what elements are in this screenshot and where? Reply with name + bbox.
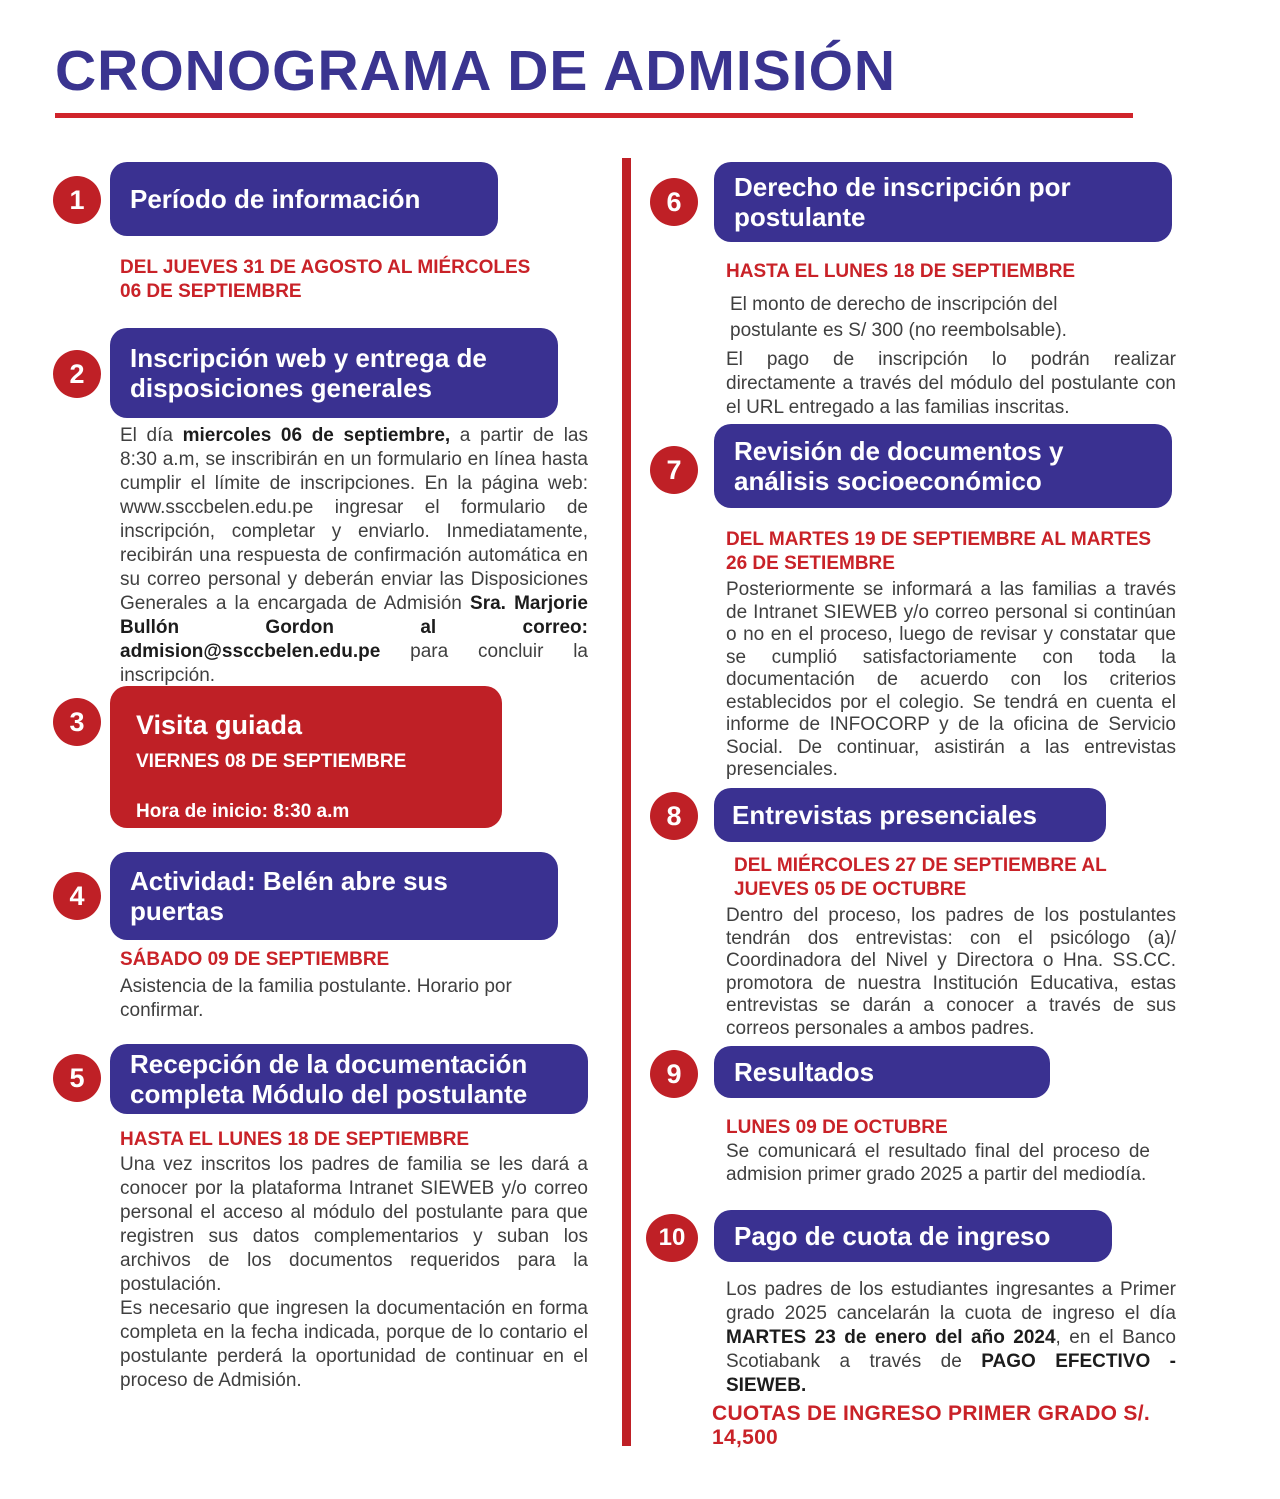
- step-3-title: Visita guiada: [136, 710, 303, 740]
- step-8-body: Dentro del proceso, los padres de los postulantes tendrán dos entrevistas: con el psicólogo (a)/ Coordinadora del Nivel y Directora o Hna. SS.CC. promotora de nuestra Institución Educativa, estas entrevistas se darán a conocer a través de sus correos personales a ambos padres.: [726, 905, 1176, 1039]
- step-7-body: Posteriormente se informará a las familias a través de Intranet SIEWEB y/o correo personal si continúan o no en el proceso, luego de revisar y constatar que se cumplió satisfactoriamente con toda la documentación de acuerdo con los criterios establecidos por el colegio. Se tendrá en cuenta el informe de INFOCORP y de la oficina de Servicio Social. De continuar, asistirán a las entrevistas presenciales.: [726, 579, 1176, 780]
- step-7-title-box: [714, 424, 1172, 508]
- step-3-card: [110, 686, 502, 828]
- step-9-date: LUNES 09 DE OCTUBRE: [726, 1117, 948, 1138]
- column-divider: [622, 158, 631, 1446]
- step-9-title-box: [714, 1046, 1050, 1098]
- step-3-badge: 3: [53, 698, 101, 746]
- step-6-body-1: El monto de derecho de inscripción del postulante es S/ 300 (no reembolsable).: [730, 294, 1067, 341]
- step-6-date: HASTA EL LUNES 18 DE SEPTIEMBRE: [726, 261, 1076, 282]
- page-title: CRONOGRAMA DE ADMISIÓN: [55, 39, 897, 103]
- step-5-body-1: Una vez inscritos los padres de familia se les dará a conocer por la plataforma Intranet SIEWEB y/o correo personal el acceso al módulo del postulante para que registren sus datos complementarios y suban los archivos de los documentos requeridos para la postulación.: [120, 1154, 588, 1295]
- step-8-badge: 8: [650, 792, 698, 840]
- step-1-title-box: [110, 162, 498, 236]
- step-7-badge: 7: [650, 446, 698, 494]
- step-2-title-box: [110, 328, 558, 418]
- step-4-body: Asistencia de la familia postulante. Horario por confirmar.: [120, 976, 512, 1021]
- step-8-title-box: [714, 788, 1106, 842]
- step-1-badge: 1: [53, 176, 101, 224]
- fee-note: CUOTAS DE INGRESO PRIMER GRADO S/. 14,500: [712, 1402, 1151, 1449]
- step-8-title: Entrevistas presenciales: [732, 800, 1037, 830]
- step-9-body: Se comunicará el resultado final del proceso de admision primer grado 2025 a partir del mediodía.: [726, 1141, 1150, 1185]
- step-5-title-box: [110, 1044, 588, 1114]
- step-4-title: Actividad: Belén abre sus puertas: [130, 866, 448, 926]
- step-5-date: HASTA EL LUNES 18 DE SEPTIEMBRE: [120, 1129, 470, 1150]
- step-5-badge: 5: [53, 1054, 101, 1102]
- step-6-body-2: El pago de inscripción lo podrán realizar directamente a través del módulo del postulante con el URL entregado a las familias inscritas.: [726, 349, 1176, 418]
- step-9-badge: 9: [650, 1050, 698, 1098]
- step-10-badge: 10: [646, 1214, 698, 1262]
- step-2-body: El día miercoles 06 de septiembre, a partir de las 8:30 a.m, se inscribirán en un formulario en línea hasta cumplir el límite de inscripciones. En la página web: www.ssccbelen.edu.pe ingresar el formulario de inscripción, completar y enviarlo. Inmediatamente, recibirán una respuesta de confirmación automática en su correo personal y deberán enviar las Disposiciones Generales a la encargada de Admisión Sra. Marjorie Bullón Gordon al correo: admision@ssccbelen.edu.pe para concluir la inscripción.: [120, 425, 589, 686]
- step-9-title: Resultados: [734, 1057, 875, 1087]
- step-6-badge: 6: [650, 178, 698, 226]
- step-8-date: DEL MIÉRCOLES 27 DE SEPTIEMBRE AL JUEVES 05 DE OCTUBRE: [734, 855, 1107, 900]
- title-underline: [55, 113, 1133, 118]
- step-4-title-box: [110, 852, 558, 940]
- step-5-body-2: Es necesario que ingresen la documentación en forma completa en la fecha indicada, porque de lo contario el postulante perderá la oportunidad de continuar en el proceso de Admisión.: [120, 1298, 588, 1391]
- step-2-badge: 2: [53, 350, 101, 398]
- step-4-badge: 4: [53, 872, 101, 920]
- step-5-title: Recepción de la documentación completa Módulo del postulante: [130, 1049, 528, 1109]
- step-6-title-box: [714, 162, 1172, 242]
- step-7-title: Revisión de documentos y análisis socioeconómico: [734, 436, 1064, 496]
- step-4-date: SÁBADO 09 DE SEPTIEMBRE: [120, 949, 390, 970]
- step-3-date: VIERNES 08 DE SEPTIEMBRE: [136, 751, 407, 772]
- step-10-body: Los padres de los estudiantes ingresantes a Primer grado 2025 cancelarán la cuota de ingreso el día MARTES 23 de enero del año 2024, en el Banco Scotiabank a través de PAGO EFECTIVO - SIEWEB.: [726, 1279, 1176, 1396]
- step-7-date: DEL MARTES 19 DE SEPTIEMBRE AL MARTES 26 DE SETIEMBRE: [726, 529, 1152, 574]
- step-6-title: Derecho de inscripción por postulante: [734, 172, 1071, 232]
- step-1-date: DEL JUEVES 31 DE AGOSTO AL MIÉRCOLES 06 DE SEPTIEMBRE: [120, 257, 531, 302]
- step-3-time: Hora de inicio: 8:30 a.m: [136, 801, 350, 822]
- step-1-title: Período de información: [130, 184, 421, 214]
- step-2-title: Inscripción web y entrega de disposiciones generales: [130, 343, 487, 403]
- step-10-title-box: [714, 1210, 1112, 1262]
- step-10-title: Pago de cuota de ingreso: [734, 1221, 1051, 1251]
